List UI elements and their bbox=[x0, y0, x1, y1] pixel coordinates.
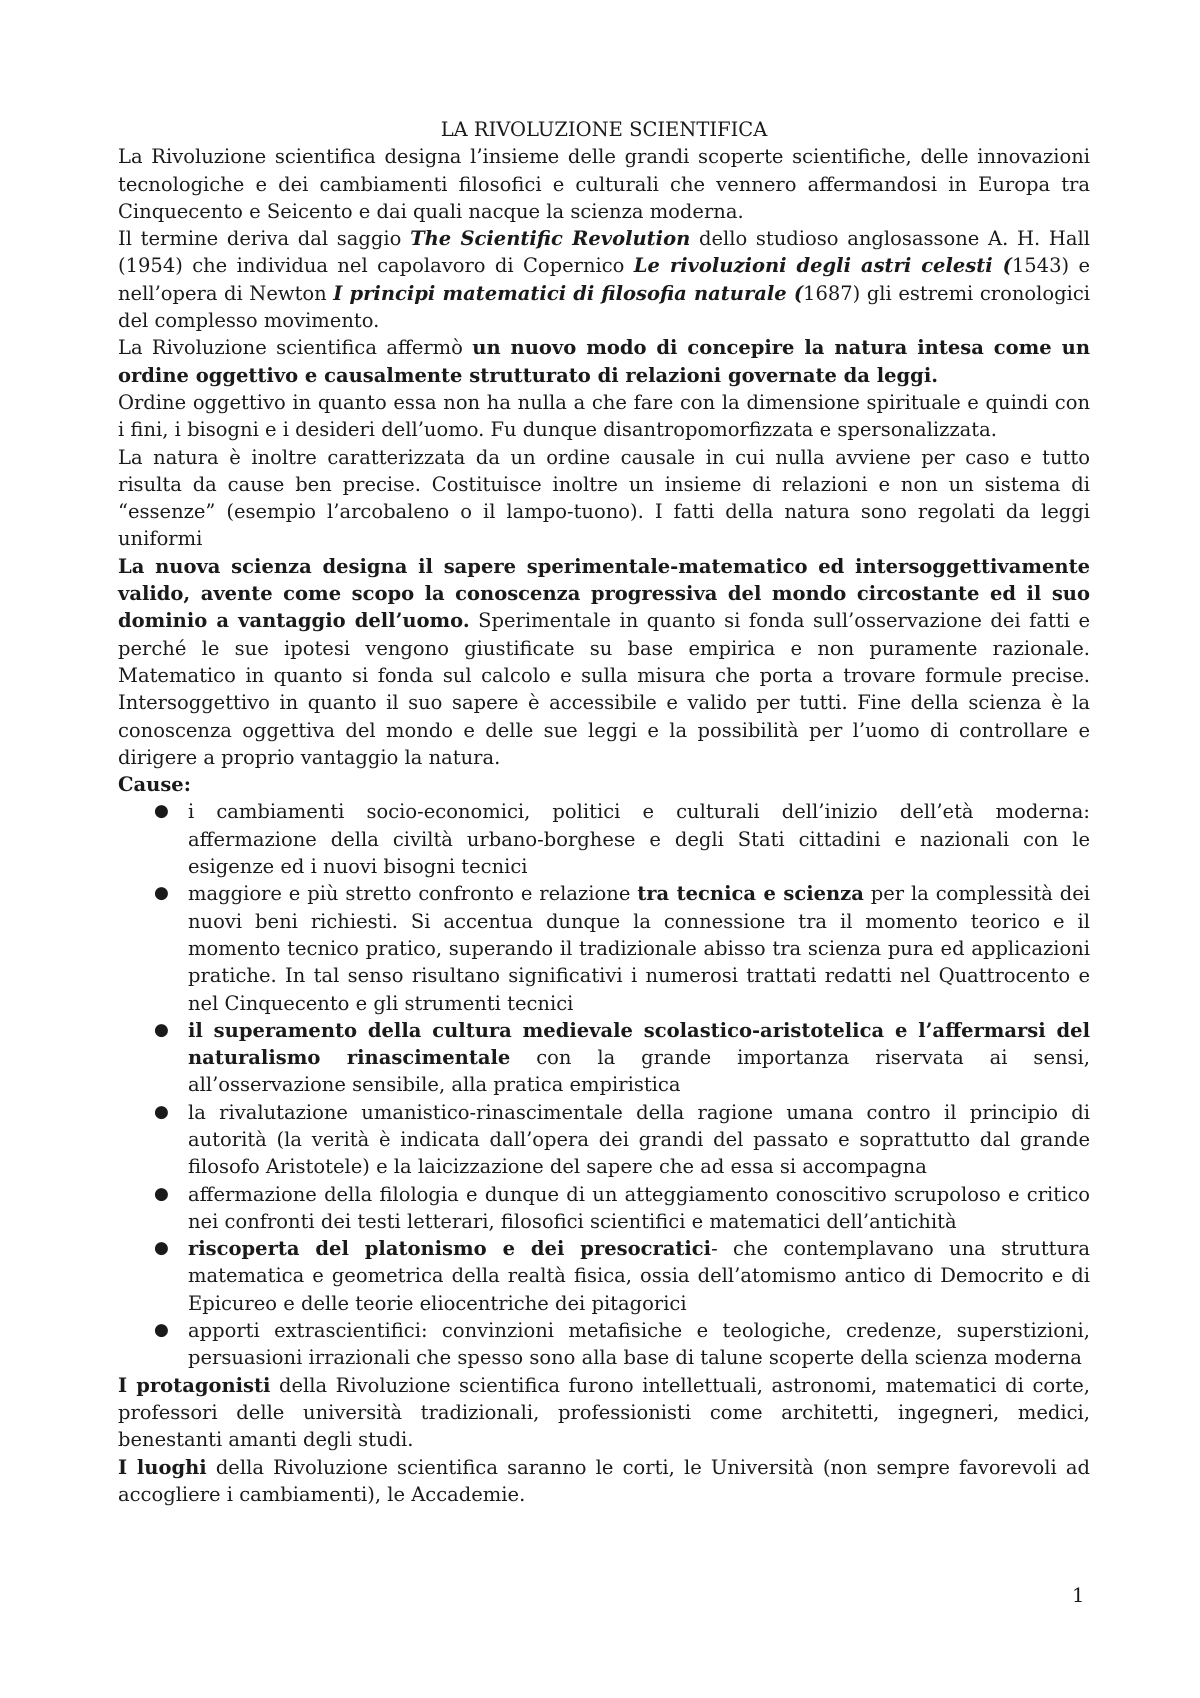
bullet-icon: ● bbox=[154, 801, 169, 822]
list-item bbox=[118, 1181, 1090, 1236]
bold-text: il superamento della cultura medievale scolastico-aristotelica e l’affermarsi del naturalismo rinascimentale bbox=[188, 1018, 1090, 1070]
book-title-scientific-revolution: The Scientific Revolution bbox=[410, 227, 691, 251]
list-item bbox=[118, 798, 1090, 880]
causes-heading-text: Cause: bbox=[118, 773, 191, 797]
bold-text: I protagonisti bbox=[118, 1373, 271, 1397]
list-item bbox=[118, 1017, 1090, 1099]
text-run: con la grande importanza riservata ai sensi, all’osservazione sensibile, alla pratica empiristica bbox=[188, 1046, 1090, 1097]
bold-text: un nuovo modo di concepire la natura intesa come un ordine oggettivo e causalmente strutturato di relazioni governate da leggi. bbox=[118, 336, 1090, 387]
text-run: la rivalutazione umanistico-rinascimentale della ragione umana contro il principio di autorità (la verità è indicata dall’opera dei grandi del passato e soprattutto dal grande filosofo Aristotele) e la laicizzazione del sapere che ad essa si accompagna bbox=[188, 1100, 1090, 1179]
paragraph-term-origin bbox=[118, 225, 1090, 334]
text-run: La Rivoluzione scientifica affermò bbox=[118, 336, 473, 360]
text-run: maggiore e più stretto confronto e relazione bbox=[188, 882, 638, 906]
list-item bbox=[118, 1317, 1090, 1372]
list-item bbox=[118, 880, 1090, 1016]
bullet-icon: ● bbox=[154, 1019, 169, 1040]
list-item bbox=[118, 1235, 1090, 1317]
document-page bbox=[118, 116, 1090, 1508]
text-run: apporti extrascientifici: convinzioni metafisiche e teologiche, credenze, superstizioni, persuasioni irrazionali che spesso sono alla base di talune scoperte della scienza moderna bbox=[188, 1319, 1090, 1370]
bullet-icon: ● bbox=[154, 1183, 169, 1204]
text-run: - che contemplavano una struttura matematica e geometrica della realtà fisica, ossia dell’atomismo antico di Democrito e di Epicureo e delle teorie eliocentriche dei pitagorici bbox=[188, 1237, 1090, 1315]
bullet-icon: ● bbox=[154, 1320, 169, 1341]
book-title-newton: I principi matematici di filosofia naturale ( bbox=[333, 281, 804, 305]
text-run: della Rivoluzione scientifica furono intellettuali, astronomi, matematici di corte, professori delle università tradizionali, professionisti come architetti, ingegneri, medici, benestanti amanti degli studi. bbox=[118, 1373, 1090, 1452]
text-run: 1543) e nell’opera di Newton bbox=[118, 254, 1090, 305]
paragraph-new-science bbox=[118, 553, 1090, 771]
paragraph-places bbox=[118, 1454, 1090, 1509]
text-run: della Rivoluzione scientifica saranno le corti, le Università (non sempre favorevoli ad accogliere i cambiamenti), le Accademie. bbox=[118, 1455, 1090, 1506]
text-run: per la complessità dei nuovi beni richiesti. Si accentua dunque la connessione tra il momento teorico e il momento tecnico pratico, superando il tradizionale abisso tra scienza pura ed applicazioni pratiche. In tal senso risultano significativi i numerosi trattati redatti nel Quattrocento e nel Cinquecento e gli strumenti tecnici bbox=[188, 882, 1090, 1015]
paragraph-intro: La Rivoluzione scientifica designa l’insieme delle grandi scoperte scientifiche, delle innovazioni tecnologiche e dei cambiamenti filosofici e culturali che vennero affermandosi in Europa tra Cinquecento e Seicento e dai quali nacque la scienza moderna. bbox=[118, 145, 1090, 223]
paragraph-causal-order: La natura è inoltre caratterizzata da un ordine causale in cui nulla avviene per caso e tutto risulta da cause ben precise. Costituisce inoltre un insieme di relazioni e non un sistema di “essenze” (esempio l’arcobaleno o il lampo-tuono). I fatti della natura sono regolati da leggi uniformi bbox=[118, 445, 1090, 551]
list-item bbox=[118, 1099, 1090, 1181]
paragraph-protagonists bbox=[118, 1372, 1090, 1454]
causes-list bbox=[118, 798, 1090, 1371]
text-run: affermazione della filologia e dunque di un atteggiamento conoscitivo scrupoloso e critico nei confronti dei testi letterari, filosofici scientifici e matematici dell’antichità bbox=[188, 1182, 1090, 1233]
text-run: Sperimentale in quanto si fonda sull’osservazione dei fatti e perché le sue ipotesi vengono giustificate su base empirica e non puramente razionale. Matematico in quanto si fonda sul calcolo e sulla misura che porta a trovare formule precise. Intersoggettivo in quanto il suo sapere è accessibile e valido per tutti. Fine della scienza è la conoscenza oggettiva del mondo e delle sue leggi e la possibilità per l’uomo di controllare e dirigere a proprio vantaggio la natura. bbox=[118, 609, 1090, 769]
document-title: LA RIVOLUZIONE SCIENTIFICA bbox=[440, 118, 768, 141]
text-run: i cambiamenti socio-economici, politici e culturali dell’inizio dell’età moderna: affermazione della civiltà urbano-borghese e degli Stati cittadini e nazionali con le esigenze ed i nuovi bisogni tecnici bbox=[188, 800, 1090, 879]
text-run: 1687) gli estremi cronologici del complesso movimento. bbox=[118, 281, 1090, 333]
bullet-icon: ● bbox=[154, 1101, 169, 1122]
page-number: 1 bbox=[1072, 1584, 1085, 1607]
bold-text: I luoghi bbox=[118, 1455, 207, 1479]
paragraph-objective-order: Ordine oggettivo in quanto essa non ha nulla a che fare con la dimensione spirituale e quindi con i fini, i bisogni e i desideri dell’uomo. Fu dunque disantropomorfizzata e spersonalizzata. bbox=[118, 390, 1090, 442]
bullet-icon: ● bbox=[154, 883, 169, 904]
text-run: Il termine deriva dal saggio bbox=[118, 227, 411, 251]
bullet-icon: ● bbox=[154, 1238, 169, 1259]
causes-heading bbox=[118, 771, 1090, 798]
book-title-copernicus: Le rivoluzioni degli astri celesti ( bbox=[633, 254, 1012, 278]
bold-text: tra tecnica e scienza bbox=[637, 882, 864, 906]
bold-text: La nuova scienza designa il sapere sperimentale-matematico ed intersoggettivamente valido, avente come scopo la conoscenza progressiva del mondo circostante ed il suo dominio a vantaggio dell’uomo. bbox=[118, 554, 1090, 633]
paragraph-new-nature bbox=[118, 334, 1090, 389]
text-run: dello studioso anglosassone A. H. Hall (1954) che individua nel capolavoro di Copernico bbox=[118, 227, 1090, 278]
bold-text: riscoperta del platonismo e dei presocratici bbox=[188, 1237, 712, 1261]
